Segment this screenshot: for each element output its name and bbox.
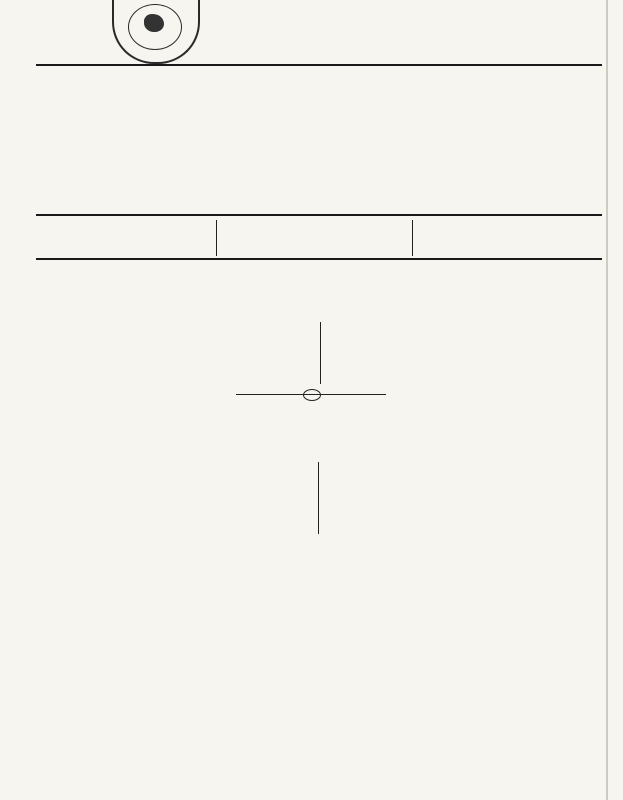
top-rule	[36, 64, 602, 66]
newspaper-title	[32, 70, 443, 166]
toc-divider	[320, 322, 321, 384]
stamp-emblem	[144, 14, 164, 32]
masthead-bottom-rule	[36, 258, 602, 260]
courses-table	[0, 560, 623, 790]
toc-left-column	[56, 332, 318, 388]
info-divider	[216, 220, 217, 256]
issue-line	[45, 45, 600, 65]
info-divider	[412, 220, 413, 256]
column-divider	[318, 462, 319, 534]
toc-right-column	[326, 332, 572, 388]
masthead-rule	[36, 214, 602, 216]
ornament-flourish	[303, 389, 321, 401]
